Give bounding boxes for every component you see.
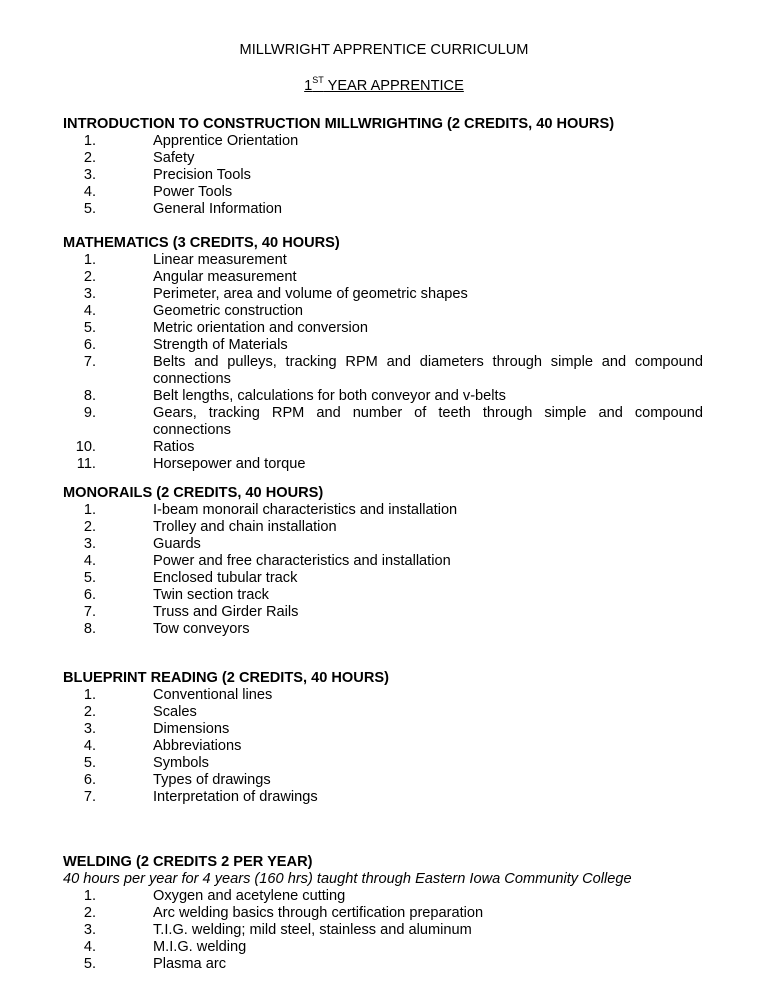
list-item (63, 354, 703, 388)
list-item-number-cell (63, 755, 153, 772)
list-item-number: 3. (83, 167, 96, 183)
list-item-number: 7. (83, 789, 96, 805)
list-item-number: 2. (83, 905, 96, 921)
section-note: 40 hours per year for 4 years (160 hrs) taught through Eastern Iowa Community College (63, 871, 632, 887)
list-item-number-cell (63, 956, 153, 973)
list-item (63, 167, 703, 184)
list-item-text: Scales (153, 704, 197, 720)
list-item-number-cell (63, 687, 153, 704)
list-item (63, 320, 703, 337)
list-item-number: 4. (83, 553, 96, 569)
list-item-number-cell (63, 456, 153, 473)
document-subtitle (0, 77, 768, 95)
list-item-number: 2. (83, 704, 96, 720)
list-item-number: 6. (83, 337, 96, 353)
list-item-number-cell (63, 167, 153, 184)
list-item-text: General Information (153, 201, 282, 217)
list-item-text: I-beam monorail characteristics and installation (153, 502, 458, 518)
list-item-text: Abbreviations (153, 738, 242, 754)
list-item-number: 7. (83, 354, 96, 370)
list-item-number: 1. (83, 133, 96, 149)
list-item (63, 439, 703, 456)
list-item-text: Safety (153, 150, 195, 166)
section-heading: WELDING (2 CREDITS 2 PER YEAR) (63, 854, 313, 870)
subtitle-text: YEAR APPRENTICE (323, 78, 464, 94)
list-item-number: 1. (83, 252, 96, 268)
list-item-number-cell (63, 570, 153, 587)
section-heading: BLUEPRINT READING (2 CREDITS, 40 HOURS) (63, 670, 389, 686)
list-item (63, 286, 703, 303)
list-item-text: Linear measurement (153, 252, 287, 268)
list-item-number-cell (63, 354, 153, 388)
list-item-number: 4. (83, 184, 96, 200)
list-item-number: 5. (83, 201, 96, 217)
list-item (63, 184, 703, 201)
list-item-text: Gears, tracking RPM and number of teeth through simple and compound connections (153, 405, 703, 438)
list-item-number: 3. (83, 922, 96, 938)
list-item (63, 570, 703, 587)
list-item-number: 5. (83, 755, 96, 771)
list-item-number: 2. (83, 269, 96, 285)
list-item-text: Truss and Girder Rails (153, 604, 299, 620)
list-item-number-cell (63, 604, 153, 621)
list-item-text: Oxygen and acetylene cutting (153, 888, 346, 904)
list-item-text: Geometric construction (153, 303, 304, 319)
list-item-number-cell (63, 621, 153, 638)
list-item (63, 587, 703, 604)
list-item-text: Perimeter, area and volume of geometric shapes (153, 286, 468, 302)
list-item (63, 721, 703, 738)
list-item-text: T.I.G. welding; mild steel, stainless and aluminum (153, 922, 472, 938)
list-item-text: Dimensions (153, 721, 230, 737)
section-heading: MONORAILS (2 CREDITS, 40 HOURS) (63, 485, 324, 501)
list-item-text: M.I.G. welding (153, 939, 247, 955)
list-item-number-cell (63, 888, 153, 905)
list-item (63, 150, 703, 167)
list-item-number-cell (63, 536, 153, 553)
list-item-text: Strength of Materials (153, 337, 288, 353)
list-item-text: Belt lengths, calculations for both conveyor and v-belts (153, 388, 506, 404)
list-item-text: Arc welding basics through certification preparation (153, 905, 484, 921)
list-item-number-cell (63, 201, 153, 218)
list-item (63, 621, 703, 638)
list-item-number-cell (63, 587, 153, 604)
list-item-text: Ratios (153, 439, 195, 455)
list-item-number: 10. (75, 439, 96, 455)
list-item (63, 905, 703, 922)
list-item (63, 922, 703, 939)
subtitle-number: 1 (304, 78, 313, 94)
list-item-number-cell (63, 286, 153, 303)
list-item-number: 2. (83, 150, 96, 166)
list-item-text: Metric orientation and conversion (153, 320, 368, 336)
section-4 (63, 670, 703, 806)
list-item (63, 536, 703, 553)
list-item (63, 687, 703, 704)
list-item-text: Symbols (153, 755, 209, 771)
list-item-text: Power Tools (153, 184, 233, 200)
subtitle-superscript: ST (312, 75, 324, 85)
list-item-number-cell (63, 439, 153, 456)
section-1 (63, 116, 703, 218)
list-item-number: 1. (83, 687, 96, 703)
list-item-text: Twin section track (153, 587, 269, 603)
list-item-number-cell (63, 502, 153, 519)
list-item-number-cell (63, 405, 153, 439)
list-item (63, 956, 703, 973)
section-2 (63, 235, 703, 473)
list-item-number: 8. (83, 388, 96, 404)
list-item (63, 553, 703, 570)
list-item-text: Angular measurement (153, 269, 297, 285)
list-item-number: 4. (83, 738, 96, 754)
list-item-number-cell (63, 721, 153, 738)
list-item (63, 755, 703, 772)
list-item-text: Precision Tools (153, 167, 251, 183)
list-item (63, 252, 703, 269)
list-item-number: 6. (83, 772, 96, 788)
list-item-text: Enclosed tubular track (153, 570, 298, 586)
list-item-number: 2. (83, 519, 96, 535)
section-3 (63, 485, 703, 638)
list-item-number-cell (63, 320, 153, 337)
list-item-number-cell (63, 519, 153, 536)
list-item (63, 337, 703, 354)
list-item-text: Tow conveyors (153, 621, 250, 637)
list-item-number-cell (63, 789, 153, 806)
list-item (63, 405, 703, 439)
list-item (63, 604, 703, 621)
list-item-number: 3. (83, 721, 96, 737)
list-item-number: 6. (83, 587, 96, 603)
list-item-number-cell (63, 553, 153, 570)
list-item-number-cell (63, 337, 153, 354)
list-item (63, 269, 703, 286)
list-item (63, 772, 703, 789)
list-item-text: Belts and pulleys, tracking RPM and diameters through simple and compound connections (153, 354, 703, 387)
list-item (63, 789, 703, 806)
list-item-text: Trolley and chain installation (153, 519, 337, 535)
list-item (63, 888, 703, 905)
list-item (63, 704, 703, 721)
section-heading: MATHEMATICS (3 CREDITS, 40 HOURS) (63, 235, 340, 251)
list-item (63, 388, 703, 405)
list-item-number-cell (63, 939, 153, 956)
list-item-text: Power and free characteristics and installation (153, 553, 451, 569)
list-item (63, 133, 703, 150)
list-item (63, 456, 703, 473)
list-item-number: 5. (83, 570, 96, 586)
list-item-number: 3. (83, 536, 96, 552)
list-item-number-cell (63, 269, 153, 286)
list-item-number-cell (63, 922, 153, 939)
list-item-text: Guards (153, 536, 201, 552)
list-item-number-cell (63, 150, 153, 167)
list-item-number: 11. (76, 456, 96, 472)
list-item-number: 5. (83, 320, 96, 336)
list-item (63, 939, 703, 956)
list-item-number-cell (63, 704, 153, 721)
list-item-text: Interpretation of drawings (153, 789, 318, 805)
list-item (63, 303, 703, 320)
list-item-number: 3. (83, 286, 96, 302)
list-item-number-cell (63, 184, 153, 201)
list-item-number: 1. (83, 888, 96, 904)
section-heading: INTRODUCTION TO CONSTRUCTION MILLWRIGHTING (2 CREDITS, 40 HOURS) (63, 116, 615, 132)
list-item-number: 8. (83, 621, 96, 637)
document-title: MILLWRIGHT APPRENTICE CURRICULUM (239, 42, 529, 58)
list-item-number-cell (63, 905, 153, 922)
list-item-number-cell (63, 303, 153, 320)
list-item-number: 1. (83, 502, 96, 518)
list-item (63, 201, 703, 218)
list-item-number: 5. (83, 956, 96, 972)
list-item-number-cell (63, 738, 153, 755)
list-item-number-cell (63, 133, 153, 150)
list-item (63, 519, 703, 536)
list-item-number: 4. (83, 303, 96, 319)
list-item-number: 9. (83, 405, 96, 421)
list-item (63, 502, 703, 519)
list-item-text: Horsepower and torque (153, 456, 306, 472)
list-item-text: Types of drawings (153, 772, 271, 788)
list-item-text: Apprentice Orientation (153, 133, 299, 149)
list-item-number: 4. (83, 939, 96, 955)
list-item-text: Plasma arc (153, 956, 226, 972)
list-item-number: 7. (83, 604, 96, 620)
list-item-number-cell (63, 772, 153, 789)
list-item-text: Conventional lines (153, 687, 273, 703)
list-item-number-cell (63, 252, 153, 269)
list-item (63, 738, 703, 755)
list-item-number-cell (63, 388, 153, 405)
section-5 (63, 854, 703, 973)
